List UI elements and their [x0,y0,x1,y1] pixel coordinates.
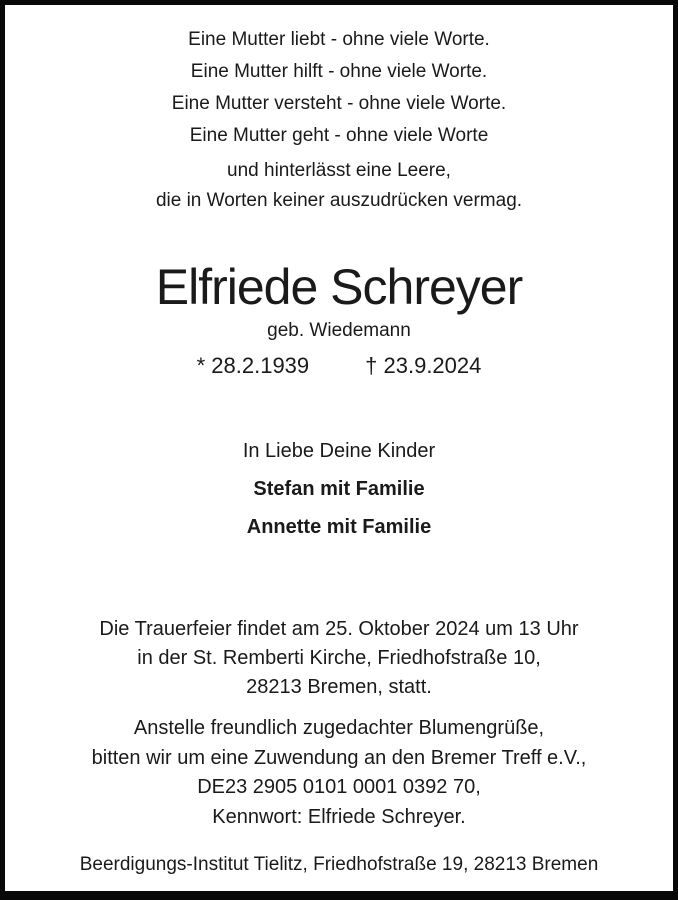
death-date: † 23.9.2024 [365,353,482,378]
poem-block [5,5,673,152]
funeral-home-line: Beerdigungs-Institut Tielitz, Friedhofstraße 19, 28213 Bremen [79,854,599,875]
poem-line: Eine Mutter liebt - ohne viele Worte. [188,29,490,50]
donation-line: Anstelle freundlich zugedachter Blumengrüße, [133,717,545,739]
service-line: 28213 Bremen, statt. [246,676,432,698]
birth-date: * 28.2.1939 [196,353,310,378]
poem-line: Eine Mutter hilft - ohne viele Worte. [190,61,488,82]
donation-line: DE23 2905 0101 0001 0392 70, [197,776,481,798]
poem-closing-line: und hinterlässt eine Leere, [227,160,451,181]
donation-line: Kennwort: Elfriede Schreyer. [212,805,466,828]
mourners-intro: In Liebe Deine Kinder [242,440,436,462]
service-block [5,615,673,702]
mourner-line: Annette mit Familie [246,516,432,538]
poem-line: Eine Mutter geht - ohne viele Worte [189,125,489,146]
poem-closing-block [5,156,673,216]
donation-line: bitten wir um eine Zuwendung an den Bremer Treff e.V., [91,746,587,769]
maiden-name: geb. Wiedemann [267,320,411,341]
donation-block [5,714,673,832]
service-line: Die Trauerfeier findet am 25. Oktober 2024 um 13 Uhr [99,618,579,640]
mourner-line: Stefan mit Familie [253,478,425,500]
poem-line: Eine Mutter versteht - ohne viele Worte. [171,93,507,114]
life-dates [5,353,673,379]
poem-closing-line: die in Worten keiner auszudrücken vermag. [155,190,523,211]
service-line: in der St. Remberti Kirche, Friedhofstraße 10, [137,647,541,669]
deceased-name: Elfriede Schreyer [155,259,523,315]
